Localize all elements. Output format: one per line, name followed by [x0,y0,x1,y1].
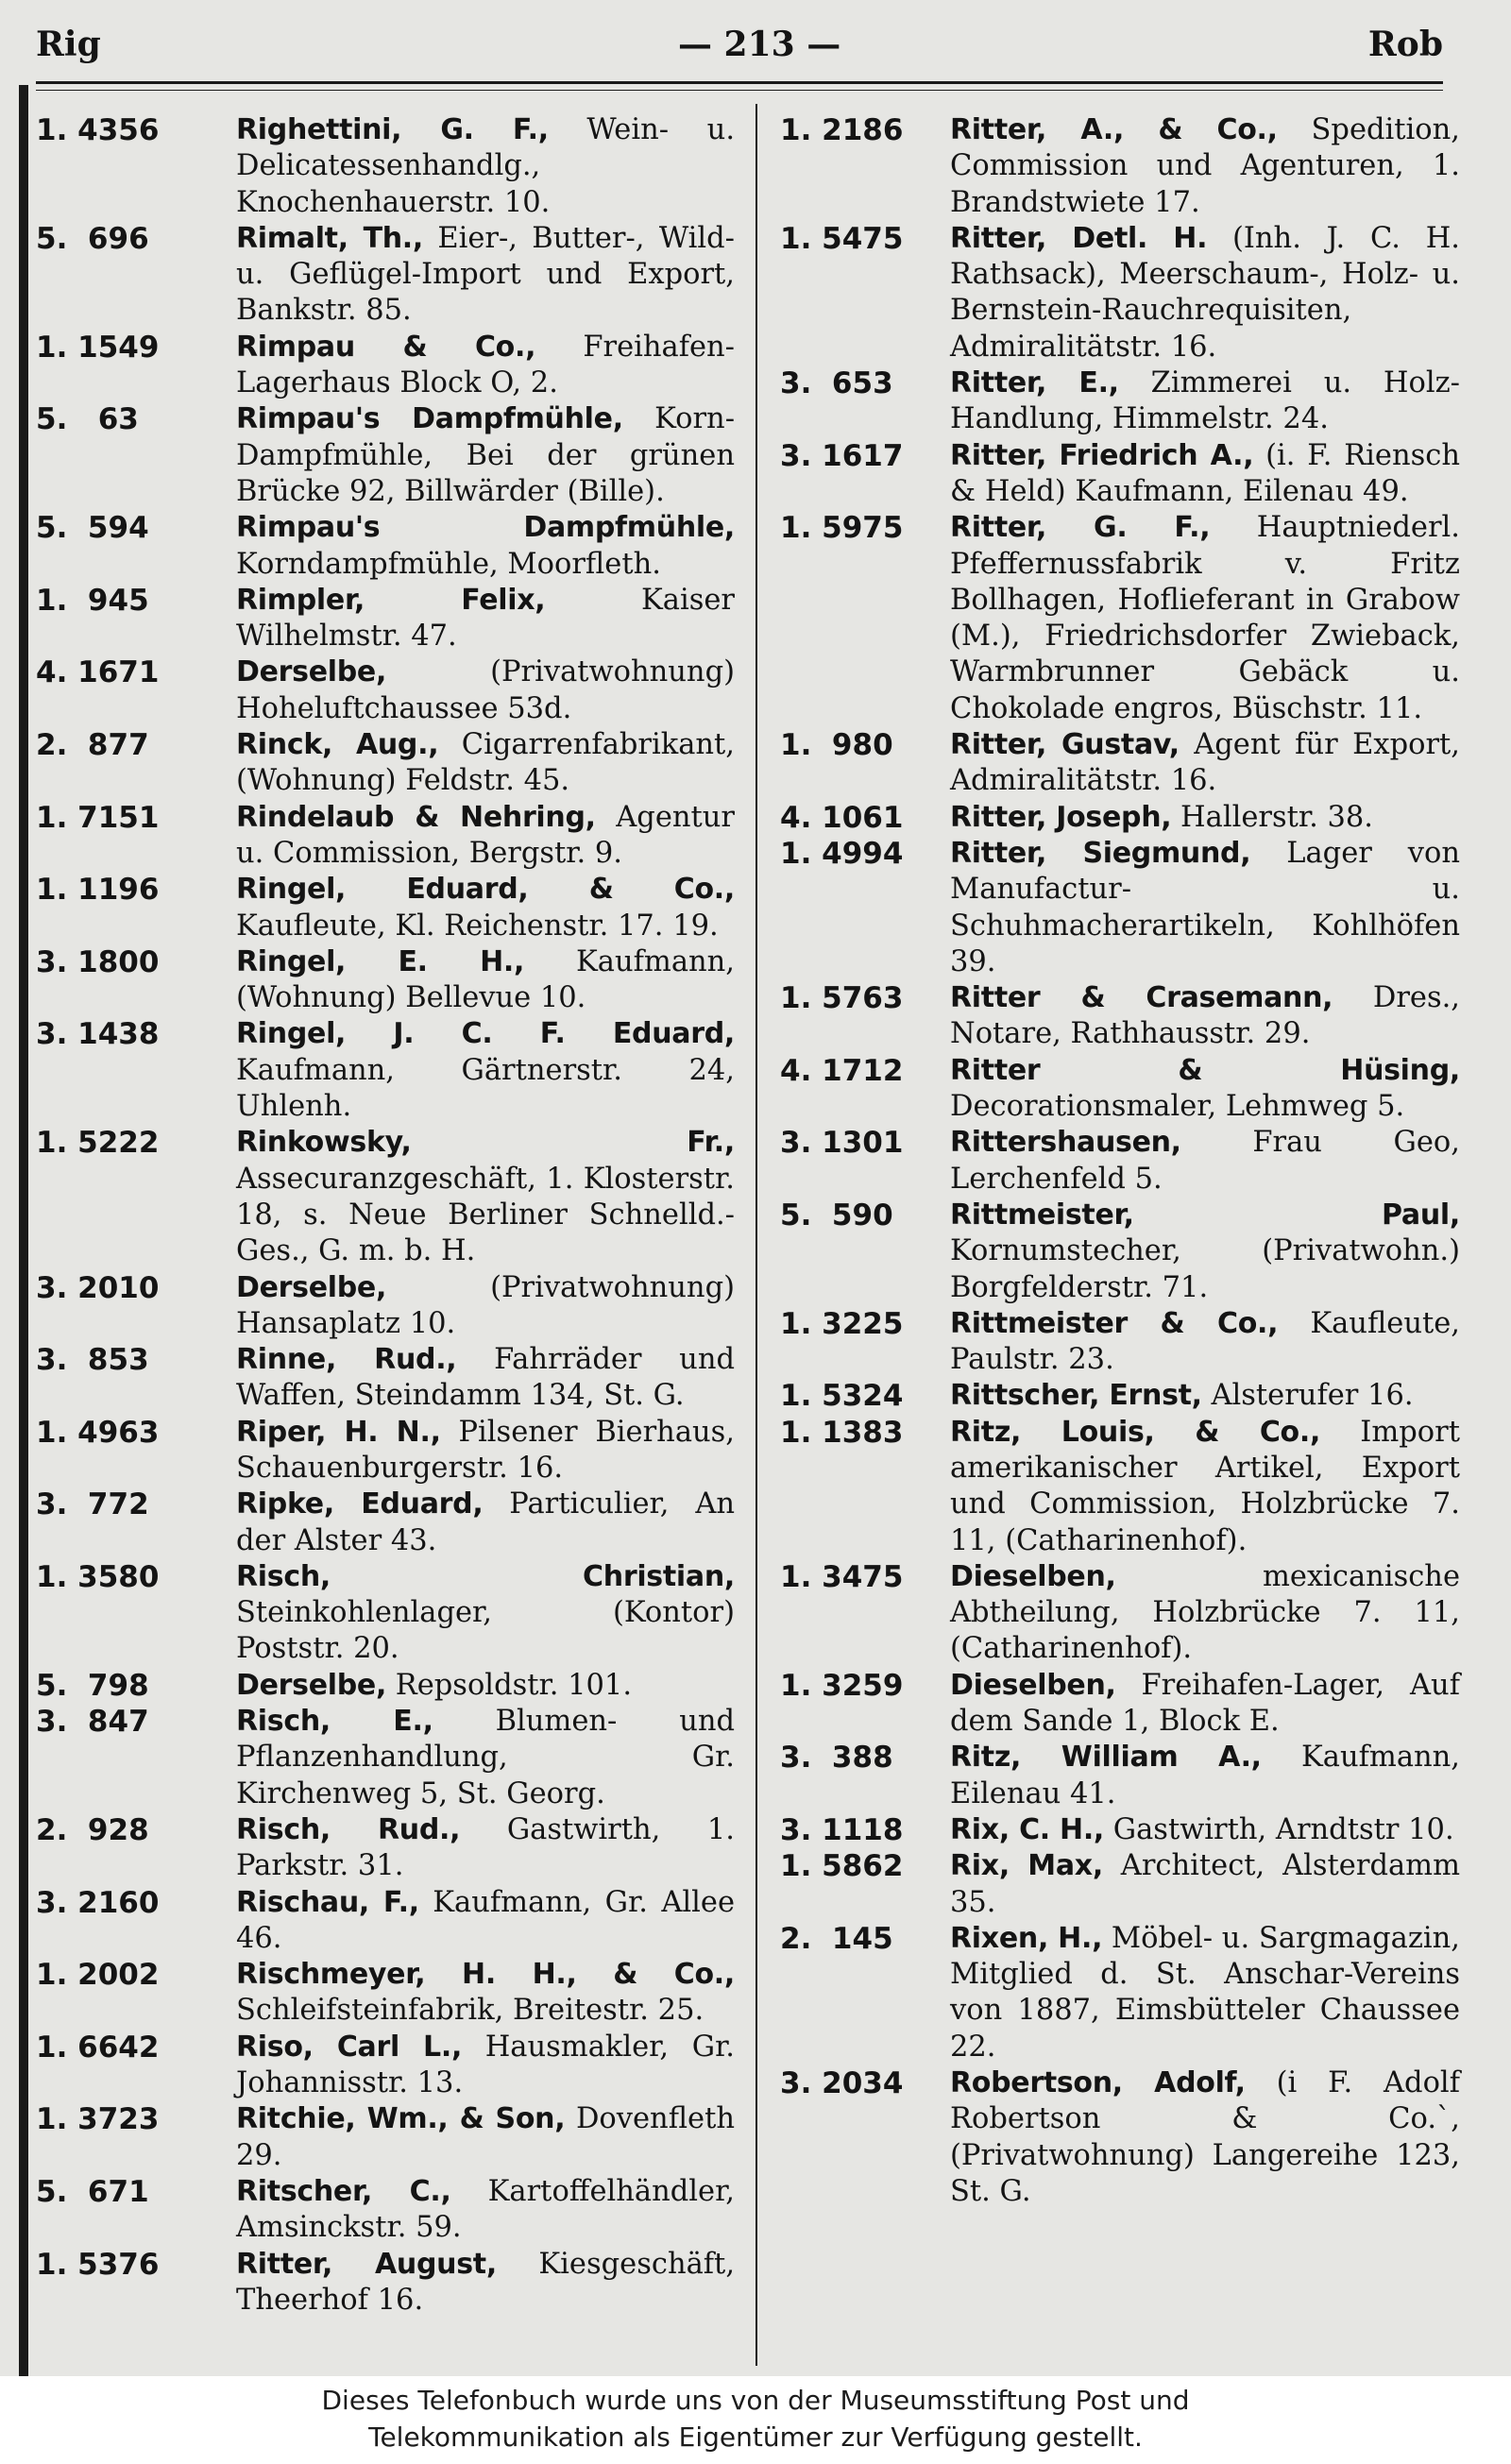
entry-text [236,1885,735,1958]
directory-entry [780,1053,1460,1126]
directory-entry [780,221,1460,365]
entry-text [236,2247,735,2320]
phone-number: 3. 847 [36,1705,149,1740]
entry-text [950,1378,1460,1414]
subscriber-name: Risch, Christian, [236,1559,735,1593]
phone-number: 1. 1196 [36,873,160,908]
phone-number: 1. 4994 [780,836,904,871]
entry-text [236,221,735,330]
entry-text [236,1559,735,1668]
phone-number: 1. 5376 [36,2247,160,2282]
entry-text [950,800,1460,836]
entry-text [236,1812,735,1885]
phone-number: 3. 853 [36,1343,149,1378]
entry-text [236,1487,735,1559]
directory-entry [780,438,1460,511]
entry-details: Frau Geo, Lerchenfeld 5. [950,1126,1460,1196]
subscriber-name: Rittscher, Ernst, [950,1379,1202,1413]
phone-number: 4. 1061 [780,800,904,835]
phone-number: 4. 1671 [36,655,160,690]
header-range-start: Rig [36,25,101,64]
subscriber-name: Rittmeister & Co., [950,1306,1279,1340]
directory-entry [36,112,735,221]
directory-entry [36,944,735,1017]
directory-entry [36,1487,735,1559]
entry-details: Zimmerei u. Holz-Handlung, Himmelstr. 24. [950,366,1460,436]
entry-text [236,1125,735,1269]
directory-entry [780,1198,1460,1306]
entry-details: Kaiser Wilhelmstr. 47. [236,583,735,654]
entry-details: (Privatwohnung) Hoheluftchaussee 53d. [236,655,735,725]
entry-details: Agentur u. Commission, Bergstr. 9. [236,800,735,870]
entry-details: Hallerstr. 38. [1171,800,1373,834]
subscriber-name: Ritter, Siegmund, [950,836,1251,870]
entry-text [950,1559,1460,1668]
phone-number: 1. 3723 [36,2102,160,2137]
entry-text [236,583,735,655]
right-column [780,112,1460,2210]
directory-entry [36,800,735,873]
phone-number: 2. 877 [36,728,149,763]
subscriber-name: Rischau, F., [236,1885,419,1919]
phone-number: 5. 63 [36,402,139,437]
directory-entry [780,800,1460,836]
footer-line-1: Dieses Telefonbuch wurde uns von der Museumsstiftung Post und [321,2385,1190,2416]
subscriber-name: Ritter, Gustav, [950,728,1180,762]
entry-text [950,1198,1460,1306]
entry-details: Hauptniederl. Pfeffernussfabrik v. Fritz Bollhagen, Hoflieferant in Grabow (M.), Friedrichsdorfer Zwieback, Warmbrunner Gebäck u. Chokolade engros, Büschstr. 11. [950,511,1461,725]
phone-number: 3. 1438 [36,1017,160,1052]
entry-text [950,2065,1460,2210]
phone-number: 1. 2186 [780,113,904,147]
phone-number: 5. 590 [780,1198,893,1232]
directory-entry [780,727,1460,800]
entry-details: (i. F. Riensch & Held) Kaufmann, Eilenau 49. [950,438,1460,508]
footer-notice [0,2376,1511,2464]
entry-details: Import amerikanischer Artikel, Export und Commission, Holzbrücke 7. 11, (Catharinenhof). [950,1415,1460,1557]
directory-entry [780,1740,1460,1812]
phone-number: 1. 1383 [780,1415,904,1450]
entry-details: Cigarrenfabrikant, (Wohnung) Feldstr. 45. [236,728,735,798]
subscriber-name: Ringel, Eduard, & Co., [236,873,735,907]
directory-entry [36,1559,735,1668]
phone-number: 3. 1118 [780,1812,904,1847]
entry-text [950,1921,1460,2065]
phone-number: 1. 5222 [36,1126,160,1161]
header-rule-thin [36,90,1443,91]
page-number: — 213 — [678,25,841,64]
subscriber-name: Riso, Carl L., [236,2030,463,2064]
directory-entry [36,1704,735,1812]
entry-text [236,1270,735,1343]
entry-text [236,1415,735,1487]
phone-number: 1. 7151 [36,800,160,835]
entry-text [236,800,735,873]
entry-text [950,1848,1460,1921]
entry-details: Freihafen-Lagerhaus Block O, 2. [236,330,735,400]
entry-details: mexicanische Abtheilung, Holzbrücke 7. 11, (Catharinenhof). [950,1559,1460,1666]
phone-number: 1. 4963 [36,1415,160,1450]
phone-number: 5. 696 [36,221,149,256]
subscriber-name: Ritz, William A., [950,1741,1262,1775]
subscriber-name: Rimpau & Co., [236,330,536,364]
entry-details: (i F. Adolf Robertson & Co.`, (Privatwohnung) Langereihe 123, St. G. [950,2066,1460,2208]
entry-details: Spedition, Commission und Agenturen, 1. Brandstwiete 17. [950,113,1460,219]
entry-details: Fahrräder und Waffen, Steindamm 134, St. G. [236,1343,735,1413]
phone-number: 1. 3259 [780,1668,904,1703]
entry-details: Korndampfmühle, Moorfleth. [236,547,661,581]
entry-details: Eier-, Butter-, Wild- u. Geflügel-Import und Export, Bankstr. 85. [236,221,735,328]
phone-number: 3. 2034 [780,2066,904,2101]
entry-details: Dovenfleth 29. [236,2102,735,2172]
subscriber-name: Ritter, A., & Co., [950,113,1278,146]
entry-details: Decorationsmaler, Lehmweg 5. [950,1090,1405,1124]
entry-details: Gastwirth, 1. Parkstr. 31. [236,1812,735,1883]
directory-entry [36,1885,735,1958]
directory-entry [36,654,735,727]
subscriber-name: Rix, C. H., [950,1812,1105,1846]
subscriber-name: Rindelaub & Nehring, [236,800,596,834]
subscriber-name: Risch, Rud., [236,1812,461,1846]
entry-text [236,330,735,402]
entry-text [950,510,1460,727]
subscriber-name: Rinkowsky, Fr., [236,1126,735,1160]
directory-entry [780,1306,1460,1379]
subscriber-name: Righettini, G. F., [236,113,549,146]
phone-number: 5. 798 [36,1668,149,1703]
entry-text [236,944,735,1017]
entry-details: Assecuranzgeschäft, 1. Klosterstr. 18, s. Neue Berliner Schnelld.-Ges., G. m. b. H. [236,1162,735,1268]
phone-number: 2. 928 [36,1812,149,1847]
subscriber-name: Ritter & Crasemann, [950,981,1333,1015]
directory-entry [780,836,1460,980]
subscriber-name: Rimpau's Dampfmühle, [236,402,623,436]
directory-entry [780,1378,1460,1414]
phone-number: 2. 145 [780,1921,893,1956]
entry-details: Architect, Alsterdamm 35. [950,1849,1460,1919]
entry-details: Kaufmann, Eilenau 41. [950,1741,1460,1810]
directory-entry [36,1812,735,1885]
subscriber-name: Rixen, H., [950,1921,1103,1955]
entry-text [950,1053,1460,1126]
entry-text [950,1415,1460,1559]
subscriber-name: Ritter, E., [950,366,1119,400]
entry-text [950,1668,1460,1741]
entry-details: Schleifsteinfabrik, Breitestr. 25. [236,1994,705,2028]
directory-entry [780,1812,1460,1848]
subscriber-name: Ringel, E. H., [236,944,525,978]
subscriber-name: Rinck, Aug., [236,728,439,762]
subscriber-name: Rittmeister, Paul, [950,1198,1460,1232]
entry-text [950,1812,1460,1848]
subscriber-name: Risch, E., [236,1705,433,1739]
entry-text [236,1342,735,1415]
directory-entry [780,1559,1460,1668]
phone-number: 1. 5862 [780,1849,904,1884]
entry-details: Kaufmann, Gärtnerstr. 24, Uhlenh. [236,1053,735,1124]
entry-text [236,1957,735,2030]
subscriber-name: Rinne, Rud., [236,1343,457,1377]
entry-details: Steinkohlenlager, (Kontor) Poststr. 20. [236,1596,735,1666]
entry-text [950,836,1460,980]
entry-details: Kaufleute, Kl. Reichenstr. 17. 19. [236,909,719,943]
entry-details: Repsoldstr. 101. [386,1668,633,1702]
directory-entry [36,1668,735,1704]
entry-text [236,401,735,510]
phone-number: 3. 2010 [36,1270,160,1305]
directory-entry [36,1415,735,1487]
phone-number: 3. 1301 [780,1126,904,1161]
subscriber-name: Ripke, Eduard, [236,1487,484,1521]
subscriber-name: Ritter, August, [236,2247,497,2281]
entry-details: Freihafen-Lager, Auf dem Sande 1, Block E. [950,1668,1460,1739]
entry-text [950,1740,1460,1812]
left-column [36,112,735,2319]
entry-details: Hausmakler, Gr. Johannisstr. 13. [236,2030,736,2100]
entry-text [236,1704,735,1812]
entry-text [950,438,1460,511]
entry-details: Kaufleute, Paulstr. 23. [950,1306,1460,1377]
entry-details: Pilsener Bierhaus, Schauenburgerstr. 16. [236,1415,735,1485]
phone-number: 1. 5763 [780,981,904,1016]
entry-text [950,980,1460,1053]
footer-line-2: Telekommunikation als Eigentümer zur Verfügung gestellt. [368,2422,1143,2453]
entry-text [236,872,735,944]
directory-entry [36,727,735,800]
phone-number: 1. 5324 [780,1379,904,1414]
entry-text [950,1306,1460,1379]
page-binding-edge [19,85,28,2376]
phone-number: 1. 5475 [780,221,904,256]
subscriber-name: Rimpler, Felix, [236,583,546,617]
phone-number: 3. 388 [780,1741,893,1776]
directory-entry [36,1342,735,1415]
directory-entry [36,1957,735,2030]
entry-details: Gastwirth, Arndtstr 10. [1104,1812,1454,1846]
entry-details: Möbel- u. Sargmagazin, Mitglied d. St. Anschar-Vereins von 1887, Eimsbütteler Chaussee 22. [950,1921,1460,2064]
entry-details: Kiesgeschäft, Theerhof 16. [236,2247,736,2317]
directory-entry [36,2030,735,2102]
entry-text [950,112,1460,221]
subscriber-name: Ritz, Louis, & Co., [950,1415,1321,1449]
directory-entry [36,2247,735,2320]
entry-text [236,654,735,727]
subscriber-name: Ritchie, Wm., & Son, [236,2102,566,2136]
entry-details: Particulier, An der Alster 43. [236,1487,735,1557]
entry-details: Kaufmann, (Wohnung) Bellevue 10. [236,944,735,1015]
entry-text [950,365,1460,438]
entry-details: Lager von Manufactur- u. Schuhmacherartikeln, Kohlhöfen 39. [950,836,1460,978]
subscriber-name: Riper, H. N., [236,1415,441,1449]
phone-number: 1. 3580 [36,1559,160,1594]
subscriber-name: Robertson, Adolf, [950,2066,1246,2100]
phone-number: 1. 6642 [36,2030,160,2065]
directory-entry [36,872,735,944]
entry-text [950,221,1460,365]
subscriber-name: Ritter, Joseph, [950,800,1172,834]
phone-number: 4. 1712 [780,1053,904,1088]
entry-text [236,2174,735,2247]
entry-details: Dres., Notare, Rathhausstr. 29. [950,981,1460,1051]
directory-entry [36,2174,735,2247]
directory-entry [780,2065,1460,2210]
entry-details: Wein- u. Delicatessenhandlg., Knochenhauerstr. 10. [236,113,736,219]
subscriber-name: Derselbe, [236,1270,387,1304]
directory-entry [36,330,735,402]
directory-entry [780,365,1460,438]
entry-details: Korn-Dampfmühle, Bei der grünen Brücke 92, Billwärder (Bille). [236,402,735,508]
phone-number: 1. 5975 [780,511,904,546]
entry-text [236,2030,735,2102]
entry-text [236,1016,735,1125]
directory-entry [36,2101,735,2174]
subscriber-name: Ritscher, C., [236,2174,451,2208]
subscriber-name: Derselbe, [236,655,387,689]
entry-details: Kartoffelhändler, Amsinckstr. 59. [236,2174,735,2245]
phone-number: 3. 653 [780,366,893,401]
entry-text [236,510,735,583]
entry-text [236,2101,735,2174]
phone-number: 1. 945 [36,583,149,618]
subscriber-name: Rimpau's Dampfmühle, [236,511,735,545]
directory-entry [36,1125,735,1269]
entry-details: Blumen- und Pflanzenhandlung, Gr. Kirchenweg 5, St. Georg. [236,1705,736,1810]
entry-details: Kornumstecher, (Privatwohn.) Borgfelderstr. 71. [950,1234,1460,1304]
column-divider [756,104,757,2366]
directory-entry [780,1415,1460,1559]
directory-entry [36,1016,735,1125]
directory-entry [36,221,735,330]
phone-number: 3. 772 [36,1487,149,1522]
directory-entry [780,1668,1460,1741]
phone-number: 5. 671 [36,2174,149,2209]
entry-text [236,727,735,800]
directory-entry [36,401,735,510]
entry-text [236,112,735,221]
entry-details: (Inh. J. C. H. Rathsack), Meerschaum-, Holz- u. Bernstein-Rauchrequisiten, Admiralitätstr. 16. [950,221,1460,364]
phone-number: 3. 1800 [36,944,160,979]
header-rule-thick [36,81,1443,84]
directory-entry [780,1921,1460,2065]
subscriber-name: Rischmeyer, H. H., & Co., [236,1958,735,1992]
subscriber-name: Dieselben, [950,1559,1116,1593]
directory-entry [780,1125,1460,1198]
directory-entry [780,980,1460,1053]
subscriber-name: Rix, Max, [950,1849,1103,1883]
entry-details: (Privatwohnung) Hansaplatz 10. [236,1270,735,1340]
subscriber-name: Dieselben, [950,1668,1116,1702]
phone-number: 1. 2002 [36,1958,160,1993]
page-header [36,21,1443,74]
directory-entry [36,1270,735,1343]
directory-entry [36,510,735,583]
subscriber-name: Ringel, J. C. F. Eduard, [236,1017,735,1051]
subscriber-name: Ritter, G. F., [950,511,1211,545]
subscriber-name: Derselbe, [236,1668,387,1702]
entry-details: Agent für Export, Admiralitätstr. 16. [950,728,1460,798]
directory-entry [780,112,1460,221]
phone-number: 1. 3475 [780,1559,904,1594]
entry-text [950,727,1460,800]
phone-number: 1. 4356 [36,113,160,147]
directory-entry [36,583,735,655]
phone-number: 5. 594 [36,511,149,546]
directory-entry [780,510,1460,727]
directory-entry [780,1848,1460,1921]
phone-number: 1. 3225 [780,1306,904,1341]
subscriber-name: Rittershausen, [950,1126,1181,1160]
subscriber-name: Rimalt, Th., [236,221,423,255]
entry-text [236,1668,735,1704]
subscriber-name: Ritter & Hüsing, [950,1053,1460,1087]
phone-number: 3. 1617 [780,438,904,473]
subscriber-name: Ritter, Friedrich A., [950,438,1254,472]
entry-details: Kaufmann, Gr. Allee 46. [236,1885,735,1955]
phone-number: 1. 980 [780,728,893,763]
subscriber-name: Ritter, Detl. H. [950,221,1208,255]
phone-number: 1. 1549 [36,330,160,365]
entry-text [950,1125,1460,1198]
phone-number: 3. 2160 [36,1885,160,1920]
header-range-end: Rob [1367,25,1443,64]
entry-details: Alsterufer 16. [1201,1379,1414,1413]
